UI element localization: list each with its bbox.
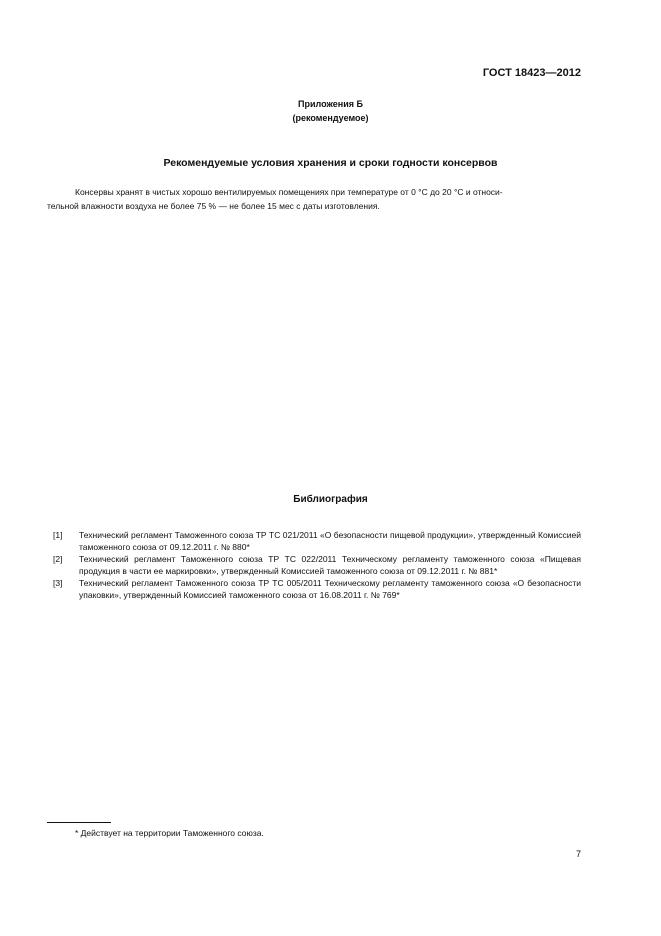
reference-number: [1]: [53, 530, 63, 540]
reference-number: [3]: [53, 578, 63, 588]
storage-paragraph: [47, 185, 582, 213]
reference-text: Технический регламент Таможенного союза ТР ТС 005/2011 Техническому регламенту таможенного союза «О безопасности упаковки», утвержденный Комиссией таможенного союза от 16.08.2011 г. № 769*: [79, 578, 581, 600]
reference-number: [2]: [53, 554, 63, 564]
bibliography-item: [53, 554, 581, 577]
bibliography-list: [53, 530, 581, 602]
annex-heading: [0, 97, 661, 125]
bibliography-item: [53, 530, 581, 553]
footnote-divider: [47, 822, 111, 823]
footnote: * Действует на территории Таможенного союза.: [75, 828, 264, 838]
reference-text: Технический регламент Таможенного союза ТР ТС 022/2011 Техническому регламенту таможенного союза «Пищевая продукция в части ее маркировки», утвержденный Комиссией таможенного союза от 09.12.2011 г. № 881*: [79, 554, 581, 576]
reference-text: Технический регламент Таможенного союза ТР ТС 021/2011 «О безопасности пищевой продукции», утвержденный Комиссией таможенного союза от 09.12.2011 г. № 880*: [79, 530, 581, 552]
section-title: Рекомендуемые условия хранения и сроки годности консервов: [163, 157, 498, 169]
paragraph-line-2: тельной влажности воздуха не более 75 % — не более 15 мес с даты изготовления.: [47, 201, 380, 211]
paragraph-line-1: Консервы хранят в чистых хорошо вентилируемых помещениях при температуре от 0 °С до 20 °С и относи-: [75, 187, 503, 197]
bibliography-title: Библиография: [293, 494, 368, 505]
document-code: ГОСТ 18423—2012: [482, 67, 581, 79]
page-number: 7: [575, 849, 581, 859]
annex-title: Приложения Б: [298, 99, 363, 109]
annex-subtitle: (рекомендуемое): [292, 113, 369, 123]
bibliography-item: [53, 578, 581, 601]
